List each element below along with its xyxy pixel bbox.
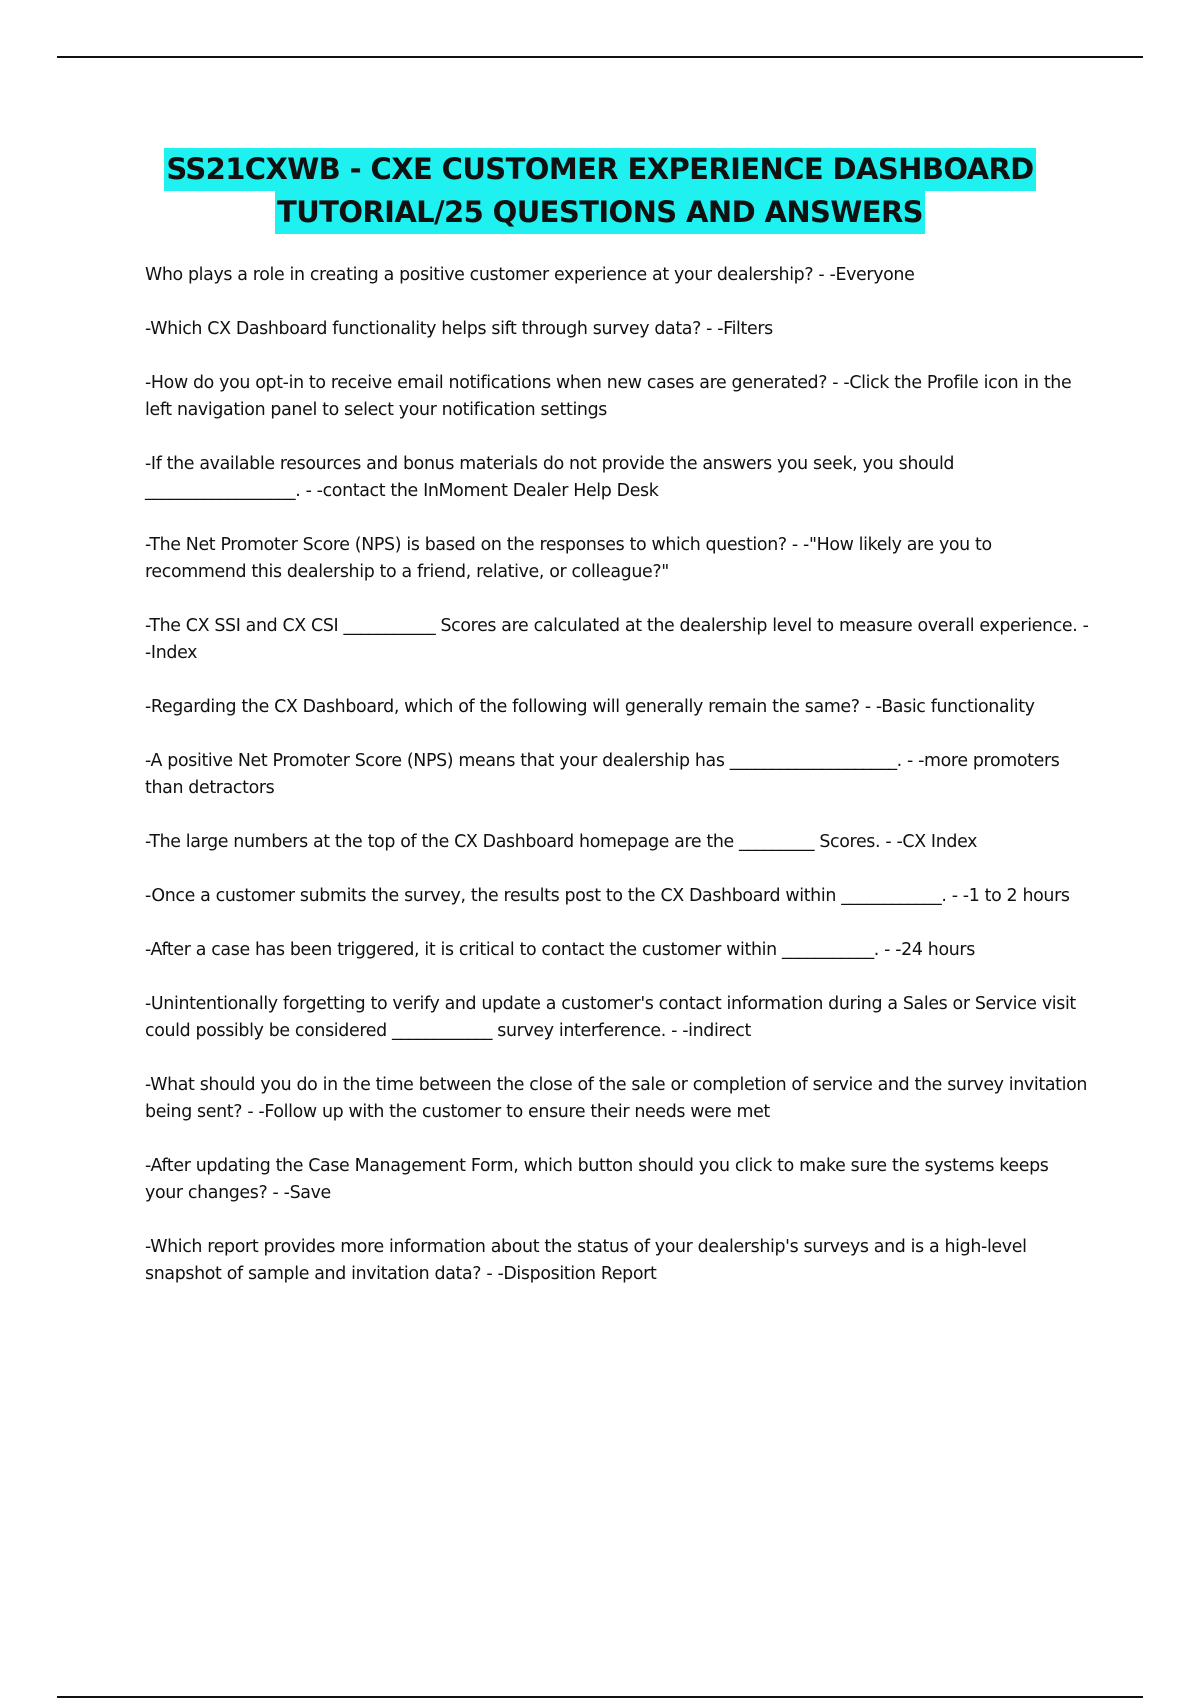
qa-item-3: -How do you opt-in to receive email notifications when new cases are generated? - -Click the Profile icon in the left navigation panel to select your notification settings <box>145 373 1072 420</box>
qa-item-10: -Once a customer submits the survey, the results post to the CX Dashboard within ____________. - -1 to 2 hours <box>145 886 1070 906</box>
qa-item-9: -The large numbers at the top of the CX Dashboard homepage are the _________ Scores. - -CX Index <box>145 832 978 852</box>
title-line-1: SS21CXWB - CXE CUSTOMER EXPERIENCE DASHBOARD <box>164 148 1035 191</box>
qa-item-14: -After updating the Case Management Form, which button should you click to make sure the systems keeps your changes? - -Save <box>145 1156 1049 1203</box>
qa-item-1: Who plays a role in creating a positive customer experience at your dealership? - -Everyone <box>145 265 915 285</box>
qa-item-2: -Which CX Dashboard functionality helps sift through survey data? - -Filters <box>145 319 773 339</box>
qa-item-4: -If the available resources and bonus materials do not provide the answers you seek, you should __________________. - -contact the InMoment Dealer Help Desk <box>145 454 955 501</box>
qa-item-6: -The CX SSI and CX CSI ___________ Scores are calculated at the dealership level to measure overall experience. - -Index <box>145 616 1089 663</box>
qa-item-8: -A positive Net Promoter Score (NPS) means that your dealership has ____________________. - -more promoters than detractors <box>145 751 1060 798</box>
document-title <box>0 148 1200 234</box>
title-line-2: TUTORIAL/25 QUESTIONS AND ANSWERS <box>275 191 925 234</box>
qa-item-5: -The Net Promoter Score (NPS) is based on the responses to which question? - -"How likely are you to recommend this dealership to a friend, relative, or colleague?" <box>145 535 992 582</box>
bottom-rule <box>57 1696 1143 1698</box>
qa-item-12: -Unintentionally forgetting to verify and update a customer's contact information during a Sales or Service visit could possibly be considered ____________ survey interference. - -indirect <box>145 994 1076 1041</box>
top-rule <box>57 56 1143 58</box>
qa-item-15: -Which report provides more information about the status of your dealership's surveys and is a high-level snapshot of sample and invitation data? - -Disposition Report <box>145 1237 1027 1284</box>
qa-item-7: -Regarding the CX Dashboard, which of the following will generally remain the same? - -Basic functionality <box>145 697 1035 717</box>
qa-item-11: -After a case has been triggered, it is critical to contact the customer within ___________. - -24 hours <box>145 940 975 960</box>
qa-list <box>145 262 1090 1315</box>
qa-item-13: -What should you do in the time between the close of the sale or completion of service and the survey invitation being sent? - -Follow up with the customer to ensure their needs were met <box>145 1075 1088 1122</box>
